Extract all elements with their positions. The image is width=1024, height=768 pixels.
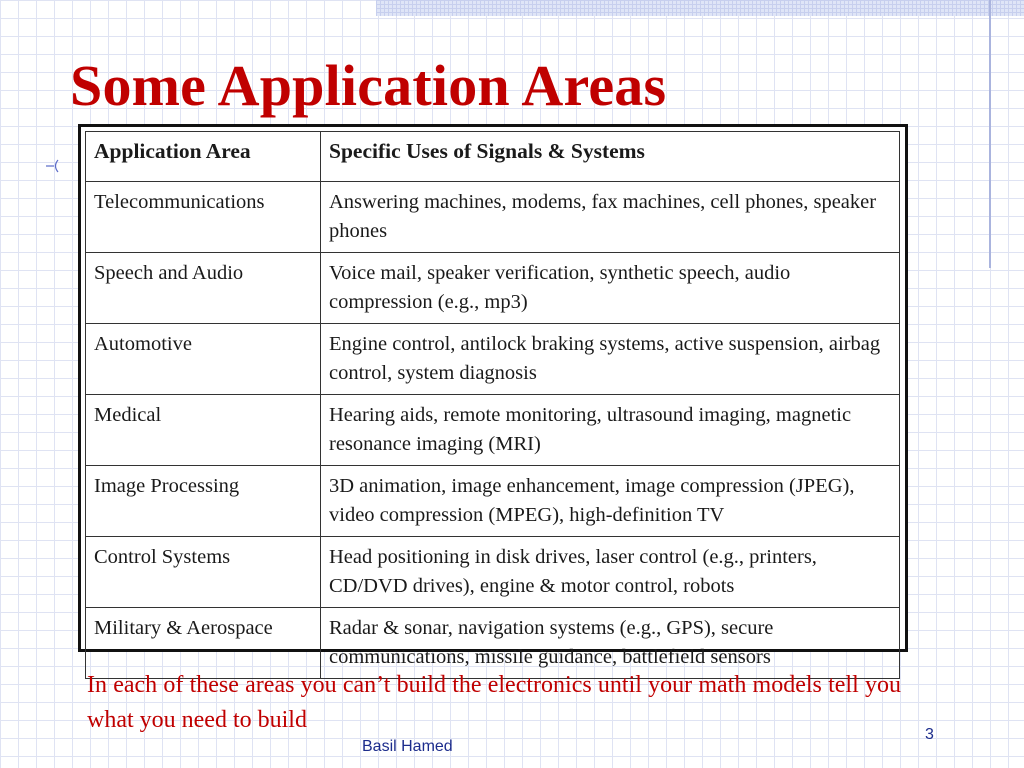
table-row [86, 537, 900, 608]
application-areas-table [85, 131, 900, 679]
table-row [86, 466, 900, 537]
application-area-cell: Military & Aerospace [86, 608, 321, 679]
table-row [86, 395, 900, 466]
table-header-row [86, 132, 900, 182]
specific-uses-cell: Hearing aids, remote monitoring, ultrasound imaging, magnetic resonance imaging (MRI) [321, 395, 900, 466]
application-area-cell: Telecommunications [86, 182, 321, 253]
specific-uses-cell: Radar & sonar, navigation systems (e.g., GPS), secure communications, missile guidance, battlefield sensors [321, 608, 900, 679]
slide-title: Some Application Areas [70, 53, 667, 118]
application-area-cell: Speech and Audio [86, 253, 321, 324]
column-header-application-area: Application Area [86, 132, 321, 182]
table-row [86, 253, 900, 324]
footer-author: Basil Hamed [362, 738, 453, 755]
application-area-cell: Control Systems [86, 537, 321, 608]
specific-uses-cell: Engine control, antilock braking systems, active suspension, airbag control, system diagnosis [321, 324, 900, 395]
table-row [86, 182, 900, 253]
decorative-top-band [376, 0, 1024, 16]
specific-uses-cell: Voice mail, speaker verification, synthetic speech, audio compression (e.g., mp3) [321, 253, 900, 324]
application-area-cell: Automotive [86, 324, 321, 395]
bullet-marker-icon [45, 158, 61, 174]
decorative-right-line [989, 0, 991, 268]
specific-uses-cell: Answering machines, modems, fax machines, cell phones, speaker phones [321, 182, 900, 253]
application-area-cell: Image Processing [86, 466, 321, 537]
table-row [86, 324, 900, 395]
application-area-cell: Medical [86, 395, 321, 466]
application-areas-table-frame [78, 124, 908, 668]
specific-uses-cell: Head positioning in disk drives, laser control (e.g., printers, CD/DVD drives), engine & motor control, robots [321, 537, 900, 608]
column-header-specific-uses: Specific Uses of Signals & Systems [321, 132, 900, 182]
slide-caption: In each of these areas you can’t build the electronics until your math models tell you what you need to build [87, 672, 901, 733]
page-number: 3 [925, 726, 934, 743]
specific-uses-cell: 3D animation, image enhancement, image compression (JPEG), video compression (MPEG), high-definition TV [321, 466, 900, 537]
